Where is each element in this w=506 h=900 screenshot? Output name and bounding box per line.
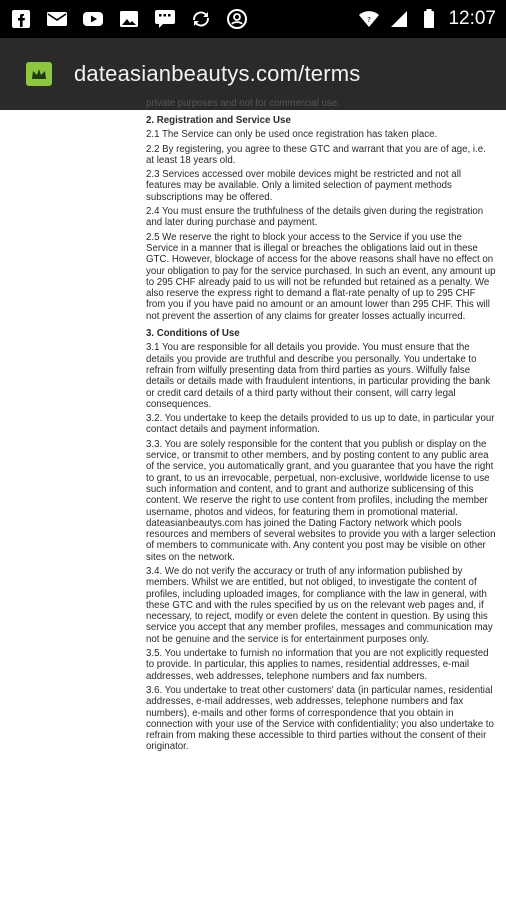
partially-hidden-line: private purposes and not for commercial use. <box>146 98 340 109</box>
site-favicon-icon <box>26 62 52 86</box>
wifi-icon <box>358 8 380 30</box>
app-icon <box>226 8 248 30</box>
svg-text:?: ? <box>367 16 372 24</box>
terms-paragraph: 2.3 Services accessed over mobile devices might be restricted and not all features may be available. Only a limited selection of payment methods subscriptions may be offered. <box>146 169 461 203</box>
url-field[interactable]: dateasianbeautys.com/terms <box>74 61 361 86</box>
email-icon <box>46 8 68 30</box>
sync-icon <box>190 8 212 30</box>
image-icon <box>118 8 140 30</box>
battery-icon <box>418 8 440 30</box>
messenger-icon <box>154 8 176 30</box>
system-icons <box>358 8 496 30</box>
terms-paragraph: 2.5 We reserve the right to block your access to the Service if you use the Service in a manner that is illegal or breaches the obligations laid out in these GTC. However, blockage of access for the above reasons shall have no effect on your obligation to pay for the service purchased. In such an event, any amount up to 295 CHF already paid to us will not be refunded but retained as a penalty. We also reserve the express right to demand a flat-rate penalty of up to 295 CHF from you if you have paid no amount or an amount lower than 295 CHF. This will not prevent the assertion of any claims for greater losses actually incurred. <box>146 231 496 322</box>
terms-paragraph: 3.3. You are solely responsible for the content that you publish or display on the service, or transmit to other members, and by posting content to any public area of the service, you automatically grant, and you guarantee that you have the right to grant, to us an irrevocable, perpetual, non-exclusive, worldwide license to use such information and content, and to grant and authorize sublicensing of this content. We reserve the right to use content from profiles, including the member username, photos and videos, for featuring them in promotional material. dateasianbeautys.com has joined the Dating Factory network which pools resources and members of several websites to provide you with a larger selection of members to communicate with. Any content you post may be visible on other sites on the network. <box>146 438 496 563</box>
signal-icon <box>388 8 410 30</box>
terms-paragraph: 3.2. You undertake to keep the details provided to us up to date, in particular your contact details and payment information. <box>146 413 495 436</box>
terms-content <box>146 98 496 753</box>
terms-paragraph: 3.1 You are responsible for all details you provide. You must ensure that the details you provide are truthful and describe you personally. You undertake to refrain from wilfully presenting data from third parties as yours. Wilfully false details or details made with fraudulent intentions, in particular providing the bank or credit card details of a third party without their consent, will carry legal consequences. <box>146 342 491 410</box>
terms-paragraph: 3.6. You undertake to treat other customers' data (in particular names, residential addresses, e-mail addresses, web addresses, telephone numbers and fax numbers), e-mails and other forms of correspondence that you obtain in connection with your use of the Service with confidentiality; you also undertake to refrain from making these accessible to third parties without the consent of their originator. <box>146 684 494 753</box>
terms-paragraph: 2.1 The Service can only be used once registration has taken place. <box>146 129 438 141</box>
notification-icons <box>10 8 248 30</box>
facebook-icon <box>10 8 32 30</box>
terms-paragraph: 3.4. We do not verify the accuracy or truth of any information published by members. Whilst we are entitled, but not obliged, to investigate the content of profiles, including uploaded images, for compliance with the law in general, with these GTC and with the rules specified by us on the relevant web pages and, if necessary, to reject, modify or even delete the content in question. By using this service you accept that any member profiles, messages and communication may not be genuine and the service is for entertainment purposes only. <box>146 565 493 645</box>
clock: 12:07 <box>448 8 496 29</box>
section-heading: 3. Conditions of Use <box>146 328 240 340</box>
terms-paragraph: 2.4 You must ensure the truthfulness of the details given during the registration and later during purchase and payment. <box>146 206 484 229</box>
section-heading: 2. Registration and Service Use <box>146 115 291 126</box>
youtube-icon <box>82 8 104 30</box>
terms-paragraph: 3.5. You undertake to furnish no information that you are not explicitly requested to provide. In particular, this applies to names, residential addresses, e-mail addresses, web addresses, telephone numbers and fax numbers. <box>146 648 489 682</box>
terms-paragraph: 2.2 By registering, you agree to these GTC and warrant that you are of age, i.e. at least 18 years old. <box>146 143 486 166</box>
status-bar <box>0 0 506 38</box>
